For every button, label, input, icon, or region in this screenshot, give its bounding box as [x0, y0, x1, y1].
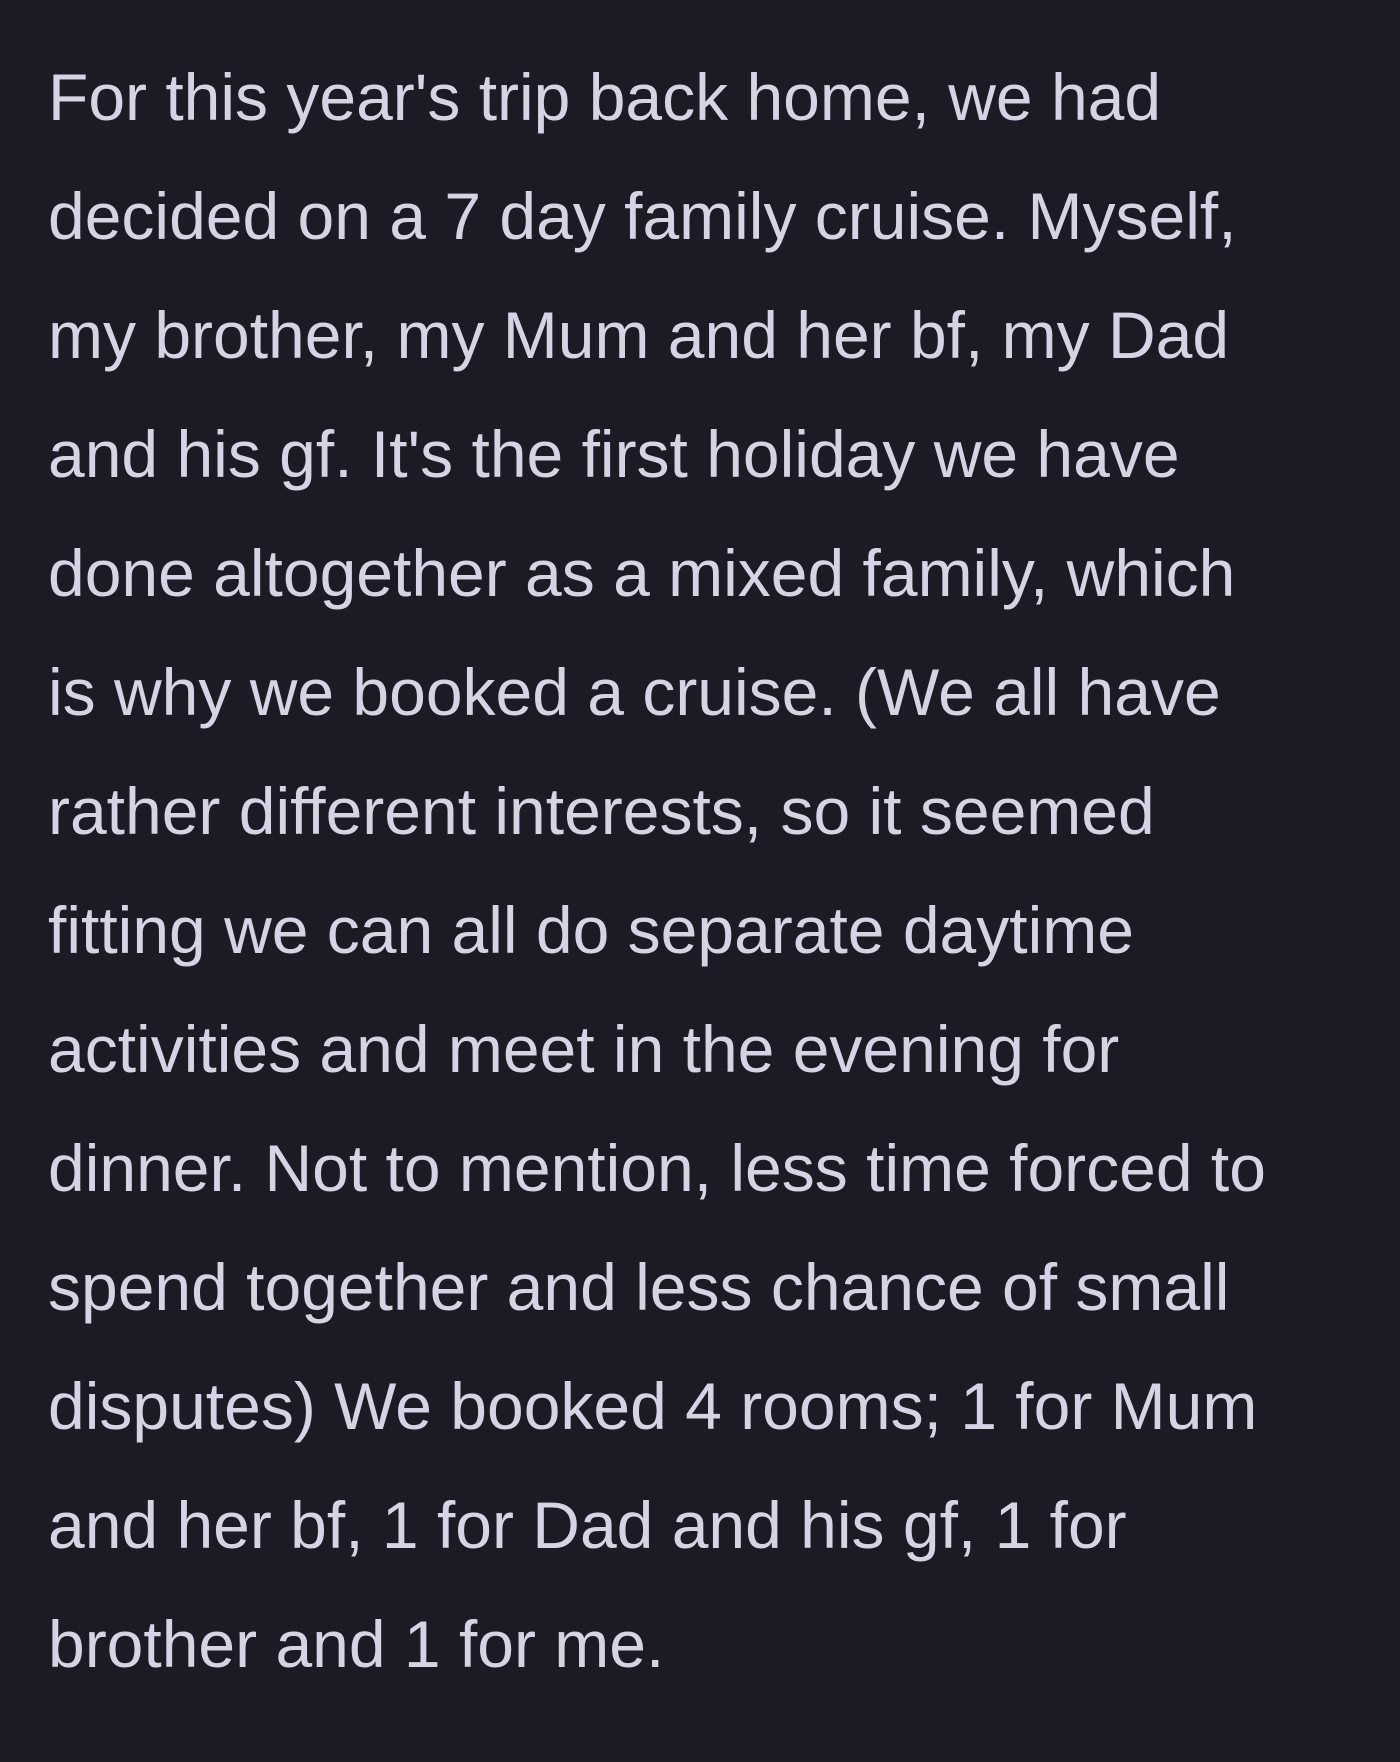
text-line: my brother, my Mum and her bf, my Dad	[48, 298, 1230, 372]
text-line: For this year's trip back home, we had	[48, 60, 1162, 134]
text-line: activities and meet in the evening for	[48, 1012, 1120, 1086]
text-line: disputes) We booked 4 rooms; 1 for Mum	[48, 1369, 1258, 1443]
text-line: brother and 1 for me.	[48, 1607, 665, 1681]
text-line: dinner. Not to mention, less time forced to	[48, 1131, 1266, 1205]
text-line: rather different interests, so it seemed	[48, 774, 1155, 848]
text-line: and his gf. It's the first holiday we have	[48, 417, 1180, 491]
text-line: and her bf, 1 for Dad and his gf, 1 for	[48, 1488, 1127, 1562]
text-line: decided on a 7 day family cruise. Myself,	[48, 179, 1237, 253]
text-line: done altogether as a mixed family, which	[48, 536, 1236, 610]
post-body-text	[48, 38, 1368, 1704]
text-line: fitting we can all do separate daytime	[48, 893, 1134, 967]
text-line: spend together and less chance of small	[48, 1250, 1230, 1324]
text-line: is why we booked a cruise. (We all have	[48, 655, 1221, 729]
